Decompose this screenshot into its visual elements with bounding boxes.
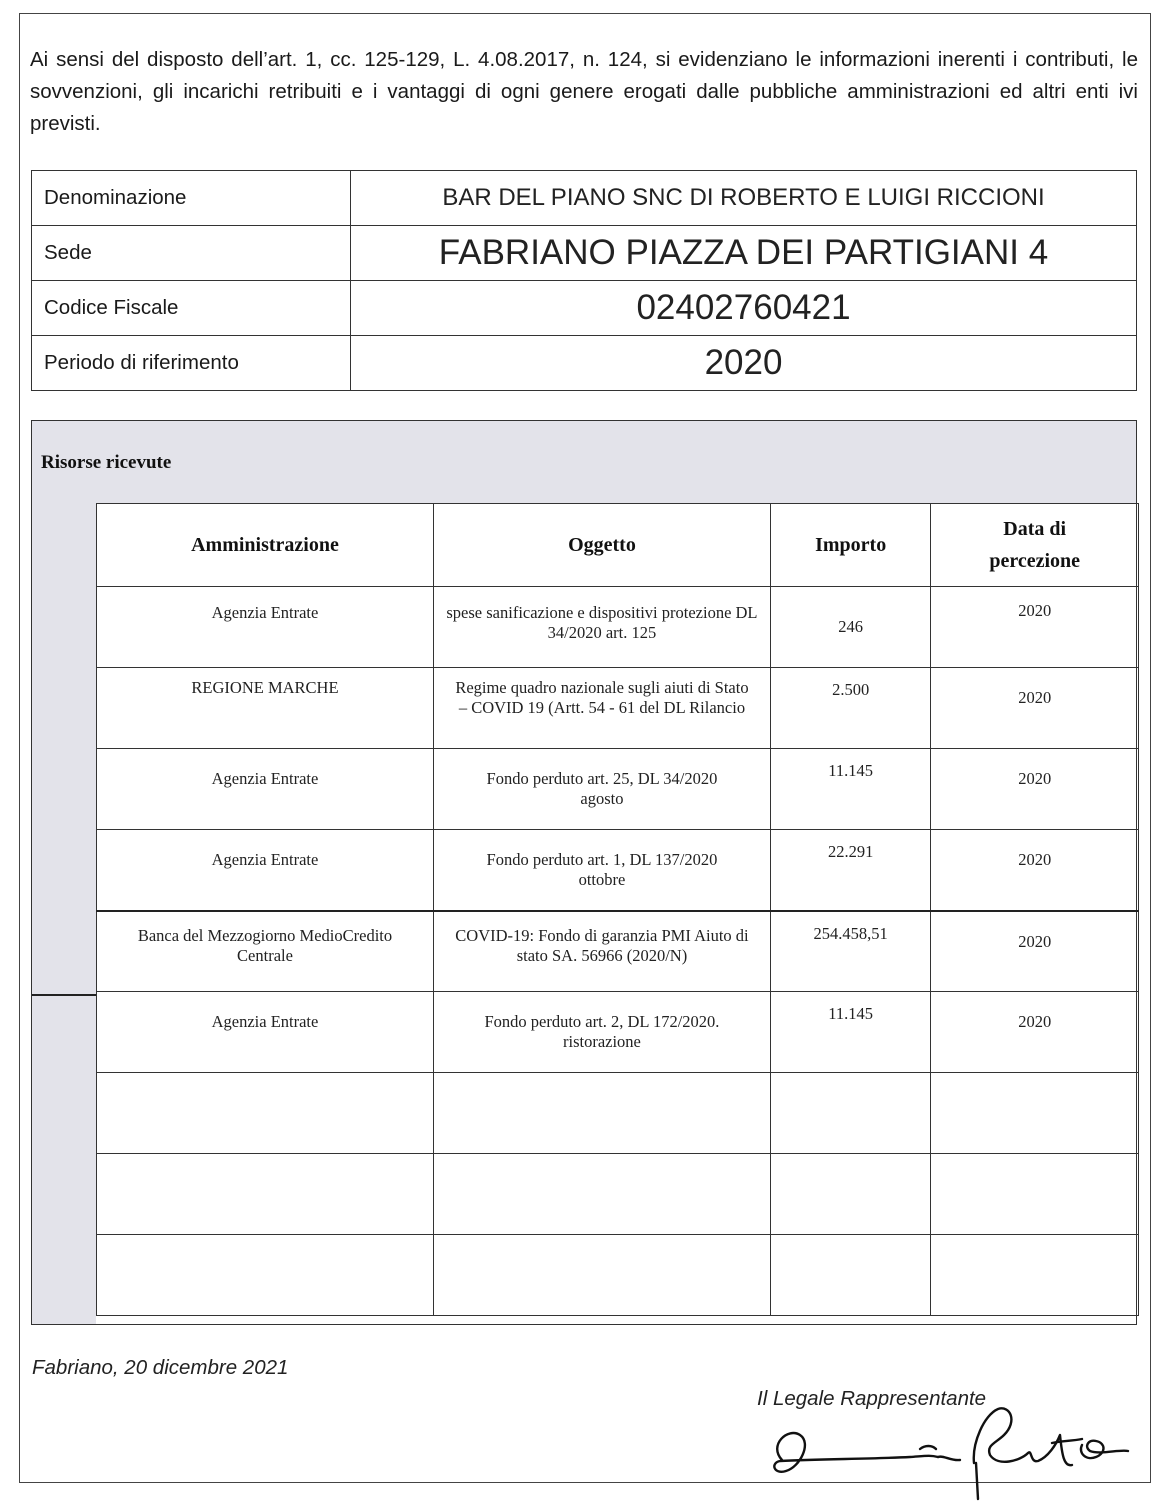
cell-data: 2020 xyxy=(931,992,1139,1073)
cell-data: 2020 xyxy=(931,587,1139,668)
cell-amministrazione: Agenzia Entrate xyxy=(97,749,434,830)
cell-amministrazione: Banca del Mezzogiorno MedioCredito Centrale xyxy=(97,911,434,992)
header-amministrazione: Amministrazione xyxy=(97,504,434,587)
side-separator xyxy=(32,994,96,996)
table-row xyxy=(97,668,1139,749)
header-data-line1: Data di xyxy=(1003,518,1067,540)
table-row xyxy=(97,911,1139,992)
table-row-empty xyxy=(97,1073,1139,1154)
cell-oggetto xyxy=(433,1235,770,1316)
cell-importo: 11.145 xyxy=(770,749,930,830)
legal-representative-label: Il Legale Rappresentante xyxy=(757,1387,987,1410)
cell-amministrazione xyxy=(97,1235,434,1316)
denominazione-label: Denominazione xyxy=(32,171,351,226)
periodo-value: 2020 xyxy=(351,336,1137,391)
cell-amministrazione: Agenzia Entrate xyxy=(97,587,434,668)
table-row xyxy=(97,587,1139,668)
cell-oggetto xyxy=(433,1154,770,1235)
denominazione-value: BAR DEL PIANO SNC DI ROBERTO E LUIGI RICCIONI xyxy=(351,171,1137,226)
info-row-periodo xyxy=(32,336,1137,391)
cell-importo xyxy=(770,1073,930,1154)
cell-oggetto: COVID-19: Fondo di garanzia PMI Aiuto di stato SA. 56966 (2020/N) xyxy=(433,911,770,992)
cell-amministrazione: Agenzia Entrate xyxy=(97,830,434,911)
header-data-line2: percezione xyxy=(989,550,1081,572)
info-row-denominazione xyxy=(32,171,1137,226)
cell-data: 2020 xyxy=(931,911,1139,992)
cell-amministrazione xyxy=(97,1154,434,1235)
codice-fiscale-value: 02402760421 xyxy=(351,281,1137,336)
cell-amministrazione xyxy=(97,1073,434,1154)
place-date: Fabriano, 20 dicembre 2021 xyxy=(32,1356,289,1379)
cell-oggetto: Fondo perduto art. 2, DL 172/2020. ristorazione xyxy=(433,992,770,1073)
cell-data xyxy=(931,1154,1139,1235)
cell-data xyxy=(931,1073,1139,1154)
cell-data: 2020 xyxy=(931,668,1139,749)
table-row xyxy=(97,749,1139,830)
cell-importo: 22.291 xyxy=(770,830,930,911)
intro-paragraph: Ai sensi del disposto dell’art. 1, cc. 125-129, L. 4.08.2017, n. 124, si evidenziano le informazioni inerenti i contributi, le sovvenzioni, gli incarichi retribuiti e i vantaggi di ogni genere erogati dalle pubbliche amministrazioni ed altri enti ivi previsti. xyxy=(30,48,1138,135)
sede-label: Sede xyxy=(32,226,351,281)
cell-importo: 2.500 xyxy=(770,668,930,749)
info-row-codice-fiscale xyxy=(32,281,1137,336)
table-row xyxy=(97,992,1139,1073)
info-row-sede xyxy=(32,226,1137,281)
cell-data: 2020 xyxy=(931,749,1139,830)
resources-side-band xyxy=(32,504,96,1324)
periodo-label: Periodo di riferimento xyxy=(32,336,351,391)
cell-oggetto: Regime quadro nazionale sugli aiuti di Stato – COVID 19 (Artt. 54 - 61 del DL Rilancio xyxy=(433,668,770,749)
cell-data xyxy=(931,1235,1139,1316)
cell-amministrazione: REGIONE MARCHE xyxy=(97,668,434,749)
company-info-table xyxy=(31,170,1137,391)
cell-oggetto: spese sanificazione e dispositivi protezione DL 34/2020 art. 125 xyxy=(433,587,770,668)
resources-table xyxy=(96,503,1139,1316)
table-row xyxy=(97,830,1139,911)
cell-oggetto xyxy=(433,1073,770,1154)
table-row-empty xyxy=(97,1154,1139,1235)
cell-oggetto: Fondo perduto art. 25, DL 34/2020 agosto xyxy=(433,749,770,830)
cell-importo: 11.145 xyxy=(770,992,930,1073)
header-importo: Importo xyxy=(770,504,930,587)
header-data-percezione xyxy=(931,504,1139,587)
signature-image xyxy=(760,1405,1150,1502)
resources-section xyxy=(31,420,1137,1325)
cell-oggetto: Fondo perduto art. 1, DL 137/2020 ottobre xyxy=(433,830,770,911)
cell-data: 2020 xyxy=(931,830,1139,911)
resources-title: Risorse ricevute xyxy=(41,452,172,473)
cell-importo: 246 xyxy=(770,587,930,668)
resources-header-row xyxy=(97,504,1139,587)
sede-value: FABRIANO PIAZZA DEI PARTIGIANI 4 xyxy=(351,226,1137,281)
codice-fiscale-label: Codice Fiscale xyxy=(32,281,351,336)
header-oggetto: Oggetto xyxy=(433,504,770,587)
table-row-empty xyxy=(97,1235,1139,1316)
cell-importo: 254.458,51 xyxy=(770,911,930,992)
cell-importo xyxy=(770,1154,930,1235)
resources-header xyxy=(32,421,1136,504)
cell-importo xyxy=(770,1235,930,1316)
cell-amministrazione: Agenzia Entrate xyxy=(97,992,434,1073)
